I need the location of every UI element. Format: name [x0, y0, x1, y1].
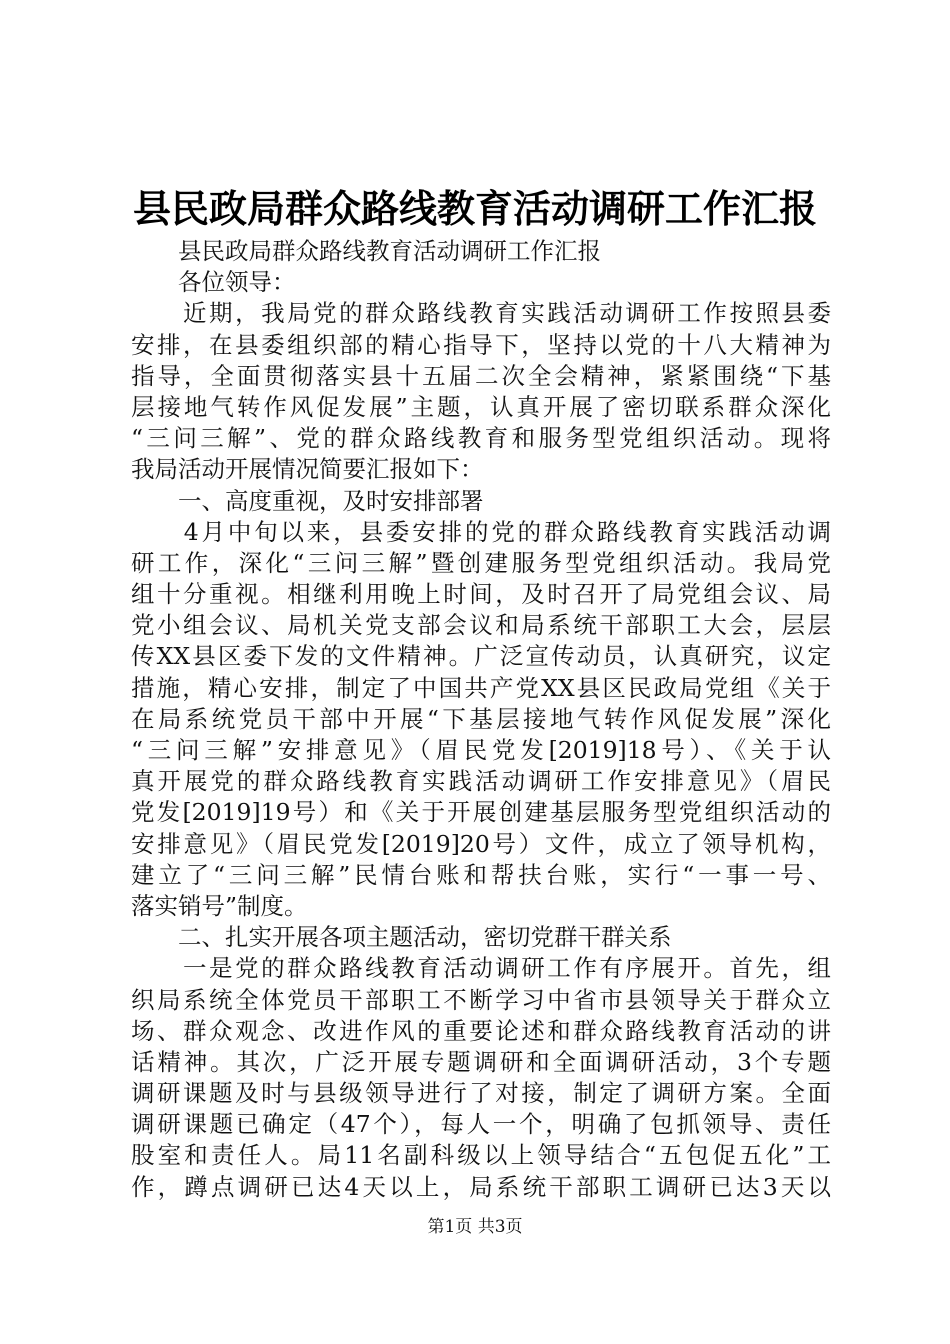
- body-line: 建立了“三问三解”民情台账和帮扶台账，实行“一事一号、: [131, 860, 831, 889]
- body-line: 话精神。其次，广泛开展专题调研和全面调研活动，3个专题: [131, 1047, 831, 1076]
- body-line: 党小组会议、局机关党支部会议和局系统干部职工大会，层层: [131, 611, 831, 640]
- page-footer: 第1页 共3页: [427, 1217, 523, 1237]
- body-line: 各位领导：: [131, 268, 296, 297]
- body-line: 二、扎实开展各项主题活动，密切党群干群关系: [131, 923, 672, 952]
- body-line: 一是党的群众路线教育活动调研工作有序展开。首先，组: [131, 954, 831, 983]
- body-line: 场、群众观念、改进作风的重要论述和群众路线教育活动的讲: [131, 1016, 831, 1045]
- body-line: 织局系统全体党员干部职工不断学习中省市县领导关于群众立: [131, 985, 831, 1014]
- body-line: 措施，精心安排，制定了中国共产党XX县区民政局党组《关于: [131, 673, 831, 702]
- body-line: 近期，我局党的群众路线教育实践活动调研工作按照县委: [131, 299, 831, 328]
- document-body: [131, 236, 831, 1203]
- body-line: 指导，全面贯彻落实县十五届二次全会精神，紧紧围绕“下基: [131, 361, 831, 390]
- body-line: 安排意见》（眉民党发[2019]20号）文件，成立了领导机构，: [131, 829, 831, 858]
- body-line: 传XX县区委下发的文件精神。广泛宣传动员，认真研究，议定: [131, 642, 831, 671]
- body-line: 落实销号”制度。: [131, 891, 308, 920]
- body-line: 一、高度重视，及时安排部署: [131, 486, 484, 515]
- body-line: 调研课题及时与县级领导进行了对接，制定了调研方案。全面: [131, 1079, 831, 1108]
- document-title: 县民政局群众路线教育活动调研工作汇报: [132, 186, 817, 231]
- body-line: 调研课题已确定（47个），每人一个，明确了包抓领导、责任: [131, 1110, 831, 1139]
- body-line: 真开展党的群众路线教育实践活动调研工作安排意见》（眉民: [131, 767, 831, 796]
- body-line: 县民政局群众路线教育活动调研工作汇报: [131, 237, 601, 265]
- body-line: 党发[2019]19号）和《关于开展创建基层服务型党组织活动的: [131, 798, 831, 827]
- body-line: 4月中旬以来，县委安排的党的群众路线教育实践活动调: [131, 517, 831, 546]
- body-line: 我局活动开展情况简要汇报如下：: [131, 455, 484, 484]
- body-line: “三问三解”、党的群众路线教育和服务型党组织活动。现将: [131, 424, 831, 453]
- body-line: “三问三解”安排意见》（眉民党发[2019]18号）、《关于认: [131, 736, 831, 764]
- body-line: 组十分重视。相继利用晚上时间，及时召开了局党组会议、局: [131, 580, 831, 609]
- body-line: 作，蹲点调研已达4天以上，局系统干部职工调研已达3天以: [131, 1172, 831, 1201]
- body-line: 安排，在县委组织部的精心指导下，坚持以党的十八大精神为: [131, 330, 831, 359]
- body-line: 股室和责任人。局11名副科级以上领导结合“五包促五化”工: [131, 1141, 831, 1170]
- body-line: 层接地气转作风促发展”主题，认真开展了密切联系群众深化: [131, 392, 831, 421]
- body-line: 在局系统党员干部中开展“下基层接地气转作风促发展”深化: [131, 704, 831, 733]
- body-line: 研工作，深化“三问三解”暨创建服务型党组织活动。我局党: [131, 548, 831, 577]
